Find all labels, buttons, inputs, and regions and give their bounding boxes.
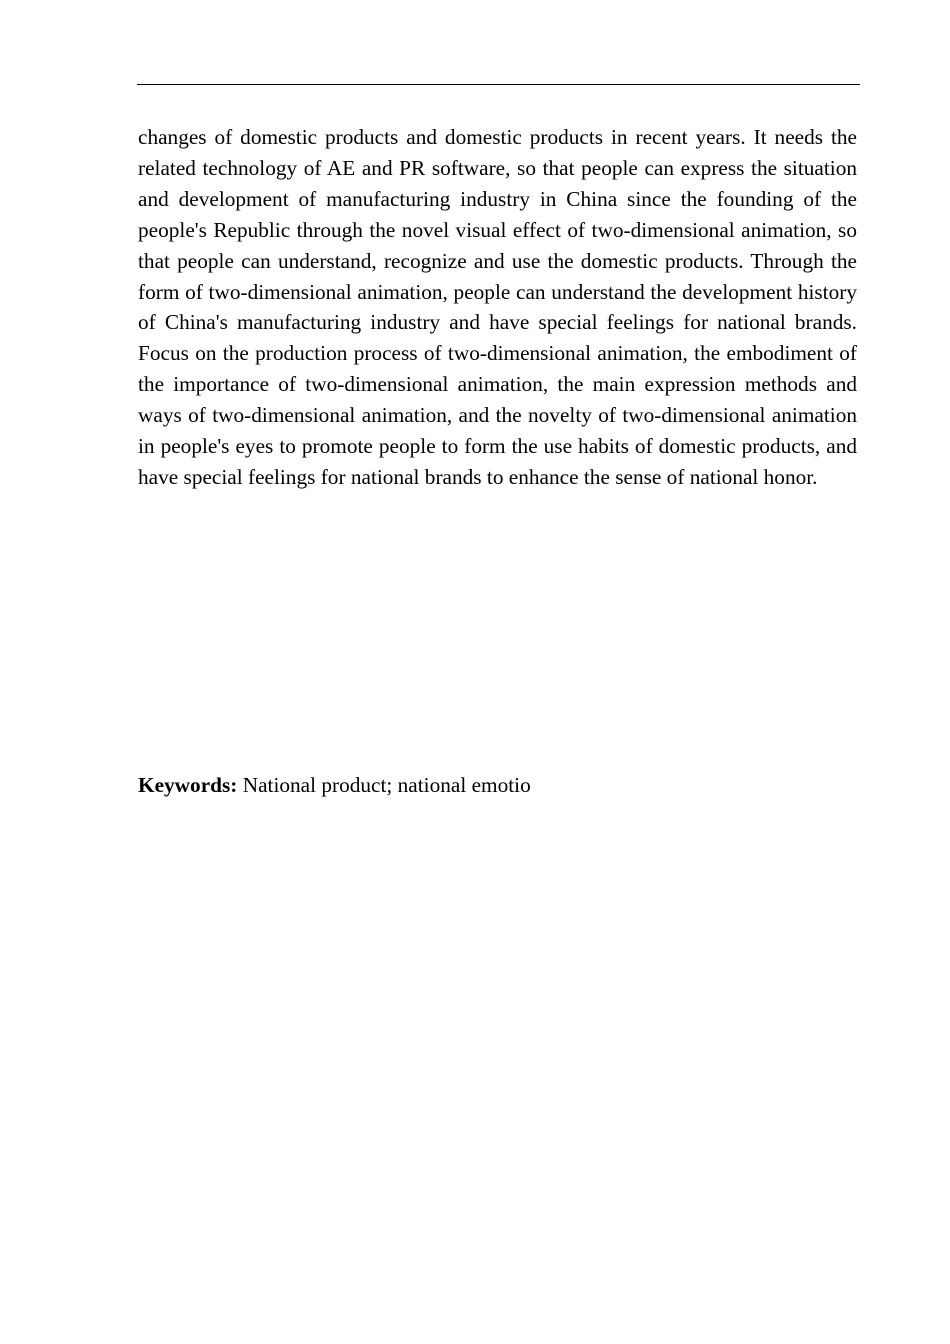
keywords-label: Keywords: (138, 773, 238, 797)
header-divider (137, 84, 860, 85)
keywords-value: National product; national emotio (242, 773, 531, 797)
abstract-paragraph: changes of domestic products and domestic products in recent years. It needs the related technology of AE and PR software, so that people can express the situation and development of manufacturing industry in China since the founding of the people's Republic through the novel visual effect of two-dimensional animation, so that people can understand, recognize and use the domestic products. Through the form of two-dimensional animation, people can understand the development history of China's manufacturing industry and have special feelings for national brands. Focus on the production process of two-dimensional animation, the embodiment of the importance of two-dimensional animation, the main expression methods and ways of two-dimensional animation, and the novelty of two-dimensional animation in people's eyes to promote people to form the use habits of domestic products, and have special feelings for national brands to enhance the sense of national honor. (138, 125, 857, 489)
keywords-line (138, 770, 857, 801)
